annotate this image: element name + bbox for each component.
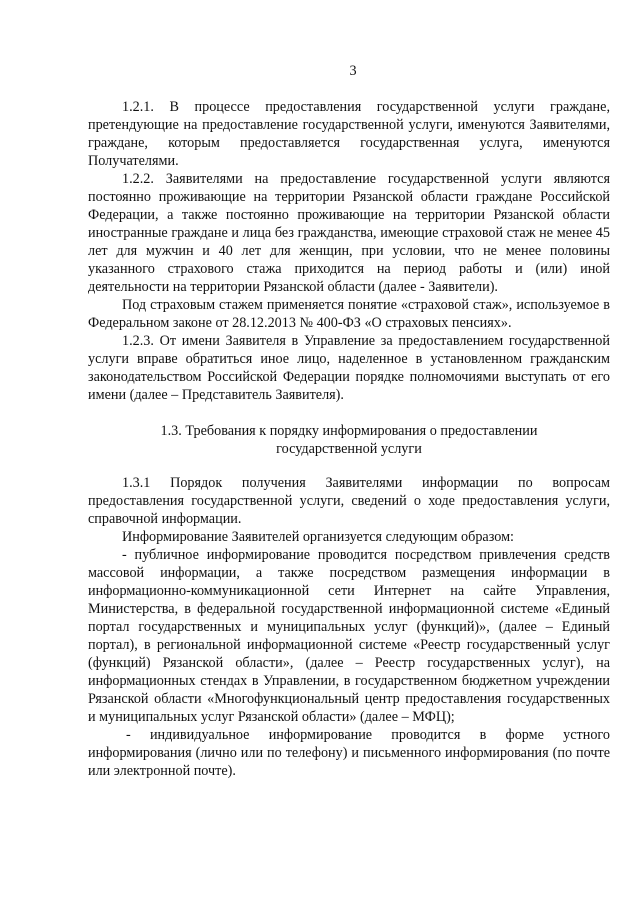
paragraph-public-informing: - публичное информирование проводится посредством привлечения средств массовой информации, а также посредством размещения информации в информационно-коммуникационной сети Интернет на сайте Управления, Министерства, в федеральной государственной информационной системе «Единый портал государственных и муниципальных услуг (функций)», (далее – Единый портал), в региональной информационной системе «Реестр государственный услуг (функций) Рязанской области», (далее – Реестр государственных услуг), на информационных стендах в Управлении, в государственном бюджетном учреждении Рязанской области «Многофункциональный центр предоставления государственных и муниципальных услуг Рязанской области» (далее – МФЦ); [88, 547, 610, 725]
paragraph-1-3-1: 1.3.1 Порядок получения Заявителями информации по вопросам предоставления государственной услуги, сведений о ходе предоставления услуги, справочной информации. [88, 475, 610, 527]
paragraph-informing-intro: Информирование Заявителей организуется следующим образом: [122, 529, 514, 545]
paragraph-1-2-1: 1.2.1. В процессе предоставления государственной услуги граждане, претендующие на предоставление государственной услуги, именуются Заявителями, граждане, которым предоставляется государственная услуга, именуются Получателями. [88, 99, 610, 169]
paragraph-1-2-2: 1.2.2. Заявителями на предоставление государственной услуги являются постоянно проживающие на территории Рязанской области граждане Российской Федерации, а также постоянно проживающие на территории Рязанской области иностранные граждане и лица без гражданства, имеющие страховой стаж не менее 45 лет для мужчин и 40 лет для женщин, при условии, что не менее половины указанного страхового стажа приходится на период работы и (или) иной деятельности на территории Рязанской области (далее - Заявители). [88, 171, 610, 295]
paragraph-insurance-term: Под страховым стажем применяется понятие «страховой стаж», используемое в Федеральном законе от 28.12.2013 № 400-ФЗ «О страховых пенсиях». [88, 297, 610, 331]
paragraph-individual-informing: - индивидуальное информирование проводится в форме устного информирования (лично или по телефону) и письменного информирования (по почте или электронной почте). [88, 727, 610, 779]
page-number: 3 [349, 63, 357, 79]
section-heading-1-3: 1.3. Требования к порядку информирования о предоставлении государственной услуги [160, 423, 538, 457]
document-page [88, 62, 610, 780]
paragraph-1-2-3: 1.2.3. От имени Заявителя в Управление за предоставлением государственной услуги вправе обратиться иное лицо, наделенное в установленном гражданским законодательством Российской Федерации порядке полномочиями выступать от его имени (далее – Представитель Заявителя). [88, 333, 610, 403]
